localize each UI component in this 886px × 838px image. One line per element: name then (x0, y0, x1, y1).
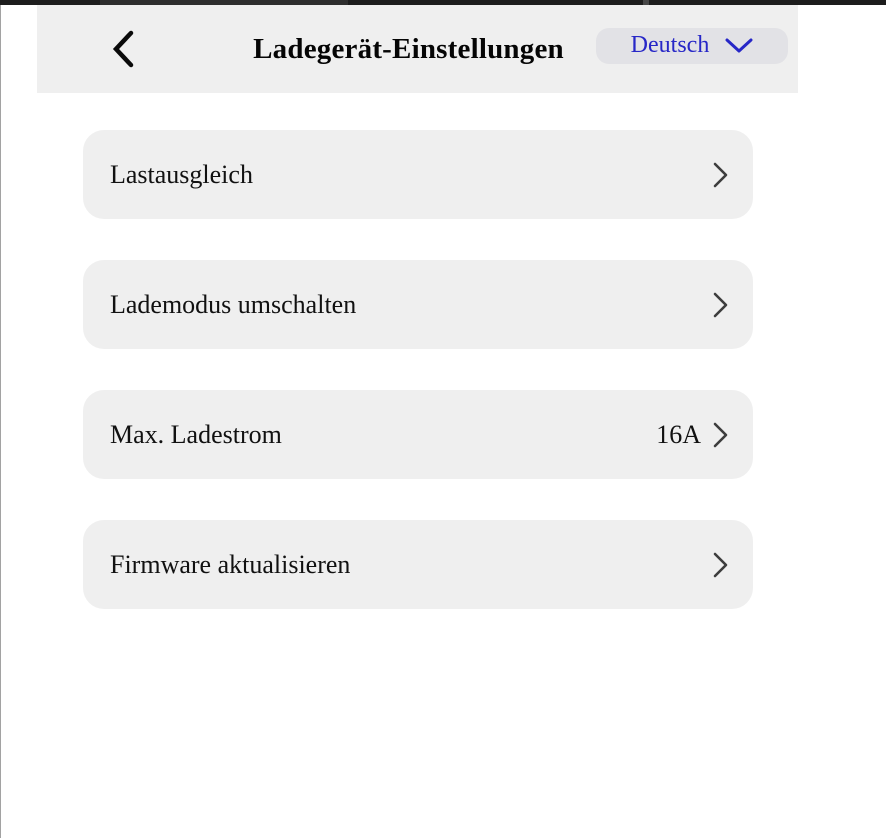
chevron-right-icon (713, 162, 728, 188)
back-button[interactable] (97, 19, 149, 79)
item-label: Max. Ladestrom (110, 419, 282, 449)
settings-item-firmware[interactable] (83, 520, 753, 609)
item-value: 16A (656, 419, 701, 449)
settings-item-lastausgleich[interactable] (83, 130, 753, 219)
chevron-left-icon (112, 30, 134, 68)
window-left-edge (0, 0, 1, 838)
settings-item-lademodus[interactable] (83, 260, 753, 349)
language-selector[interactable] (596, 28, 788, 64)
settings-item-max-ladestrom[interactable] (83, 390, 753, 479)
page-title: Ladegerät-Einstellungen (253, 32, 564, 65)
header (37, 5, 798, 93)
chevron-down-icon (725, 38, 753, 54)
chevron-right-icon (713, 552, 728, 578)
settings-list (83, 130, 753, 650)
item-label: Lastausgleich (110, 159, 253, 189)
item-label: Lademodus umschalten (110, 289, 357, 319)
chevron-right-icon (713, 292, 728, 318)
chevron-right-icon (713, 422, 728, 448)
item-label: Firmware aktualisieren (110, 549, 351, 579)
language-label: Deutsch (630, 32, 710, 58)
